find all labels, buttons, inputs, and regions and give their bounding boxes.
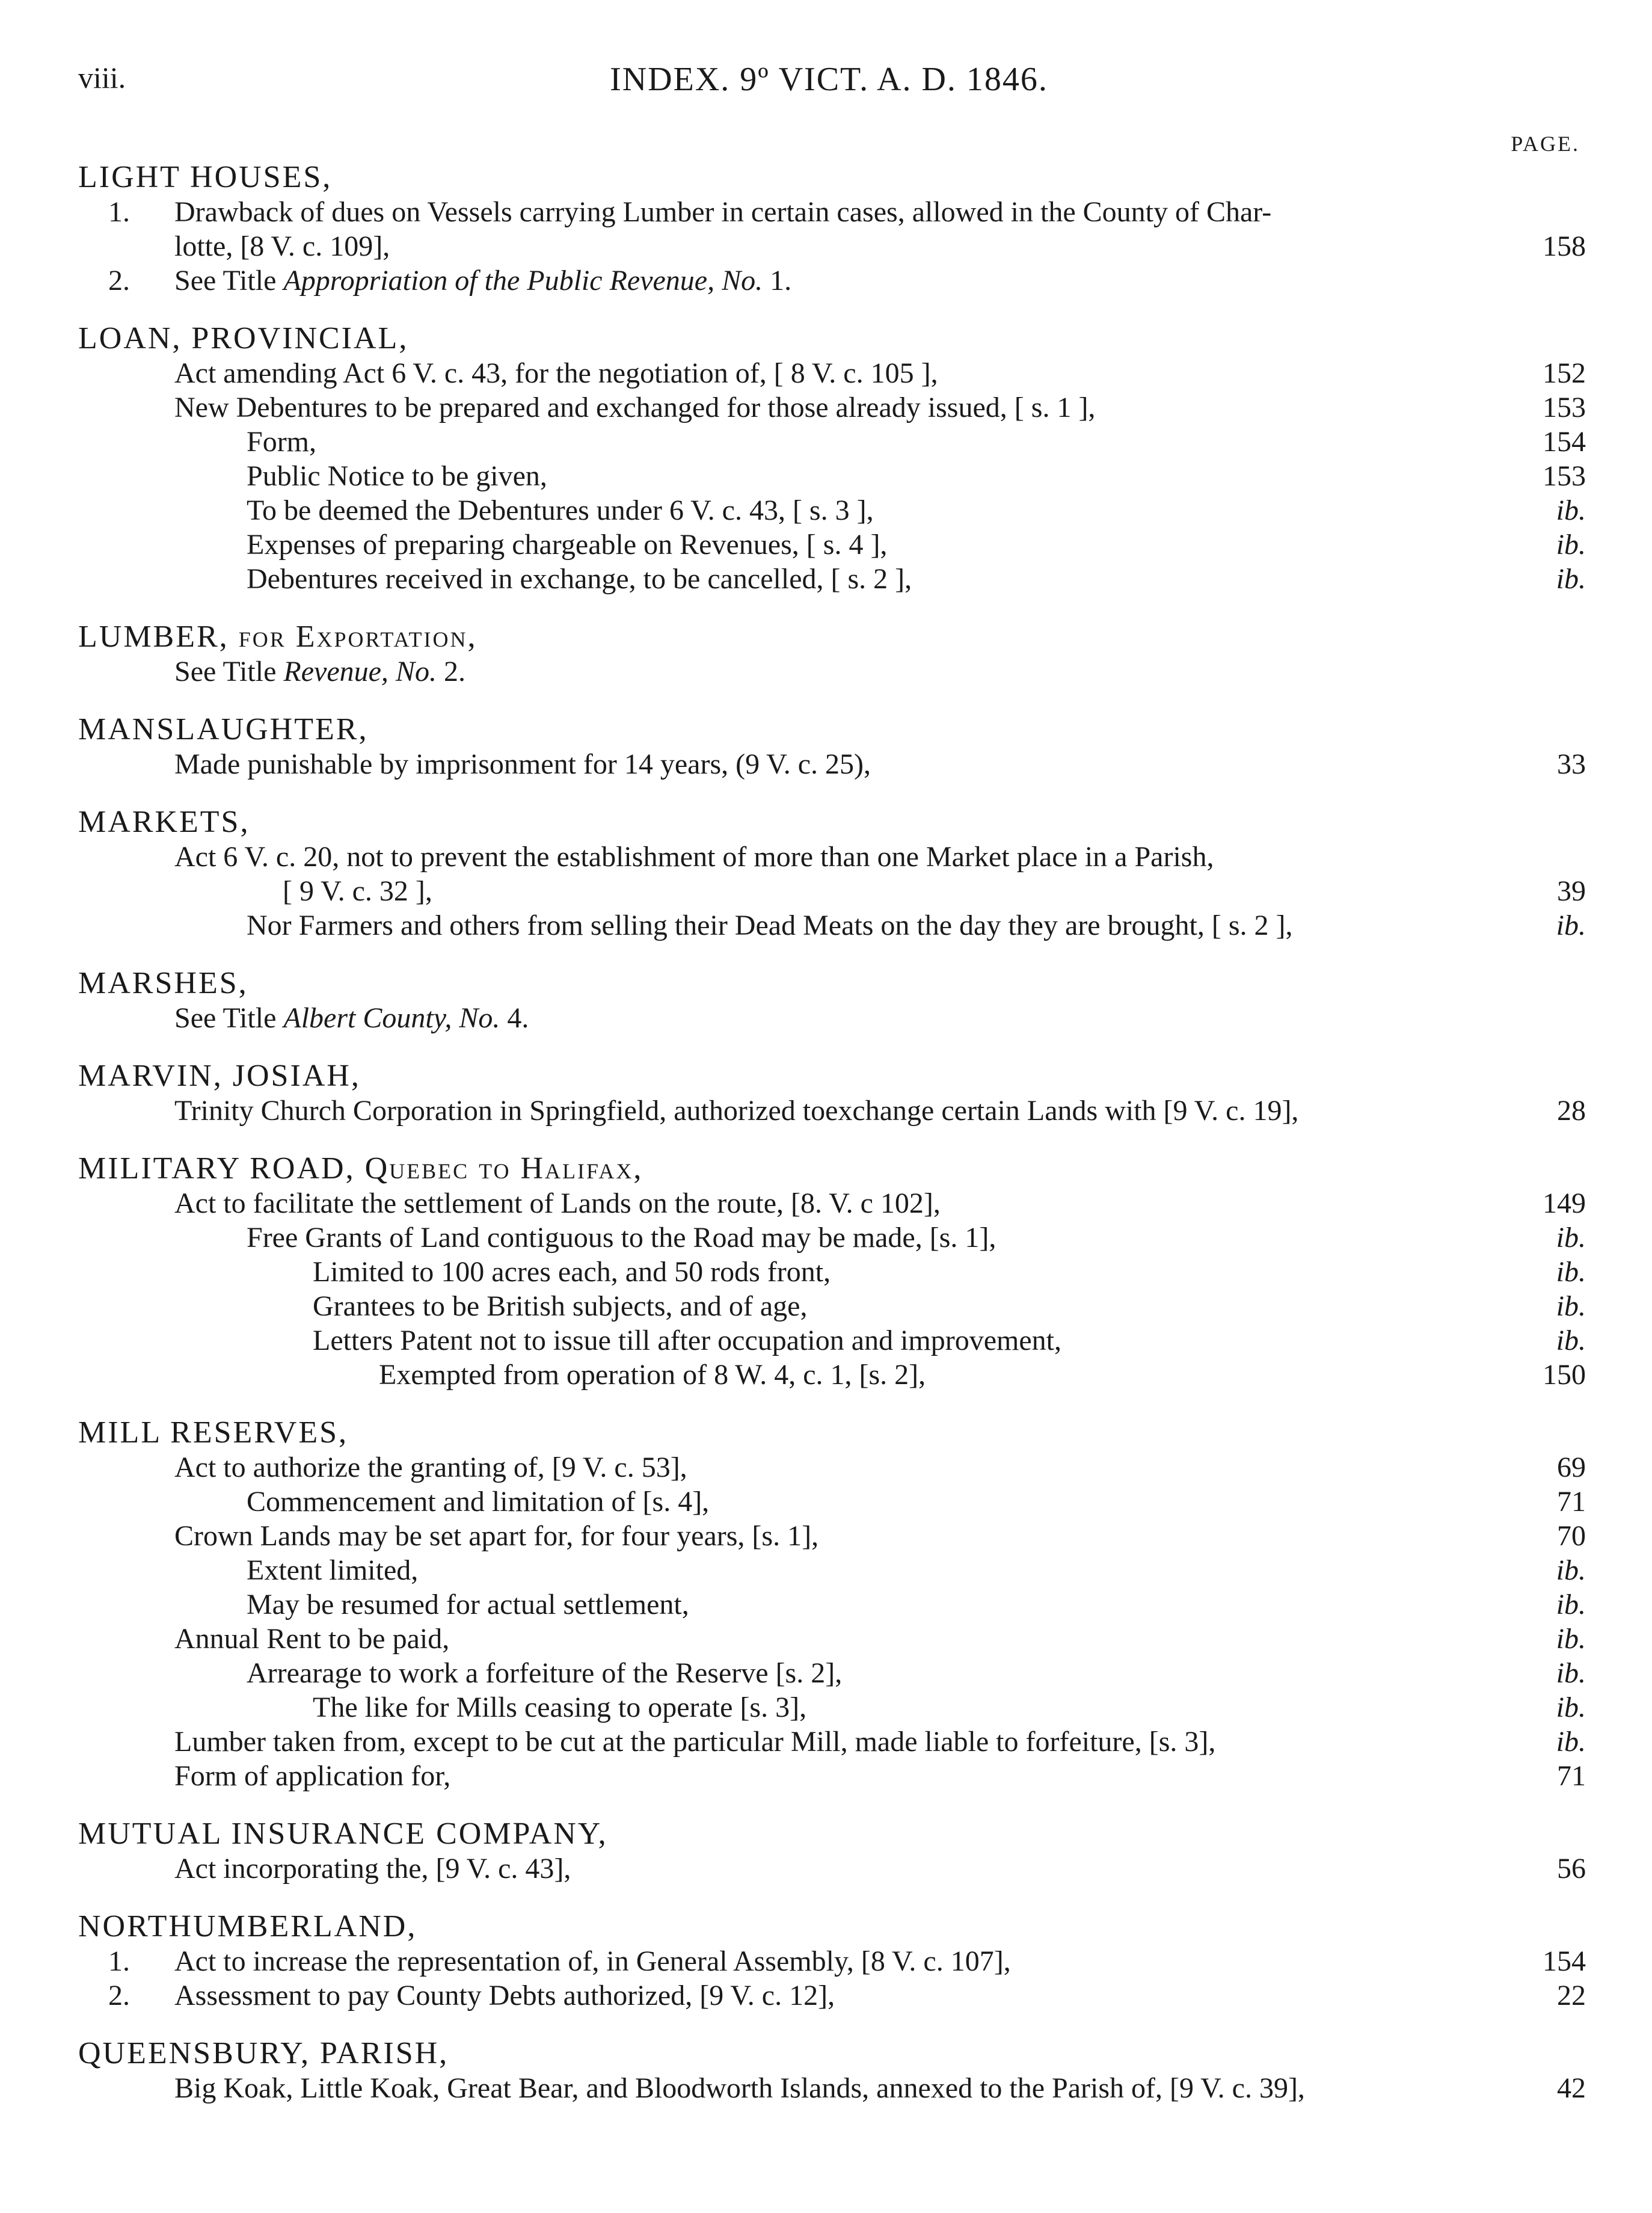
- index-section-loan-provincial: [78, 321, 1586, 596]
- entry-page: ib.: [1556, 1623, 1586, 1655]
- entry-text: Form,: [247, 426, 317, 458]
- entry-text: Limited to 100 acres each, and 50 rods front,: [313, 1256, 831, 1288]
- index-heading: MARVIN, JOSIAH,: [78, 1059, 361, 1093]
- entry-text: Grantees to be British subjects, and of age,: [313, 1290, 808, 1322]
- index-entry: [78, 1978, 1586, 2013]
- entry-page: 153: [1543, 392, 1586, 423]
- running-title: INDEX. 9º VICT. A. D. 1846.: [610, 61, 1048, 98]
- index-section-manslaughter: [78, 712, 1586, 781]
- entry-text: Debentures received in exchange, to be cancelled, [ s. 2 ],: [247, 563, 912, 595]
- entry-text: Act incorporating the, [9 V. c. 43],: [174, 1853, 571, 1885]
- index-entry: [78, 195, 1586, 229]
- entry-text: May be resumed for actual settlement,: [247, 1589, 689, 1621]
- heading-main: MILITARY ROAD,: [78, 1151, 355, 1186]
- entry-text: See Title: [174, 1002, 284, 1034]
- entry-page: ib.: [1556, 910, 1586, 941]
- index-entry: [78, 840, 1586, 874]
- entry-title-reference: Revenue, No.: [283, 656, 437, 688]
- index-entry: [78, 654, 1586, 689]
- index-entry: [78, 1519, 1586, 1553]
- index-entry: [78, 747, 1586, 781]
- entry-page: 56: [1557, 1853, 1586, 1885]
- entry-page: 154: [1543, 1945, 1586, 1977]
- entry-text: Lumber taken from, except to be cut at the particular Mill, made liable to forfeiture, [s. 3],: [174, 1726, 1216, 1758]
- index-heading: [78, 620, 1586, 654]
- entry-text: Exempted from operation of 8 W. 4, c. 1, [s. 2],: [379, 1359, 926, 1391]
- heading-main: LUMBER,: [78, 620, 229, 654]
- entry-page: ib.: [1556, 1657, 1586, 1689]
- entry-page: ib.: [1556, 1554, 1586, 1586]
- entry-page: 69: [1557, 1451, 1586, 1483]
- entry-page: ib.: [1556, 1325, 1586, 1356]
- entry-text: Arrearage to work a forfeiture of the Reserve [s. 2],: [247, 1657, 843, 1689]
- index-entry: [78, 1587, 1586, 1622]
- index-entry: [78, 1485, 1586, 1519]
- index-entry: [78, 1450, 1586, 1485]
- index-entry: [78, 908, 1586, 943]
- index-section-markets: [78, 805, 1586, 943]
- entry-page: 70: [1557, 1520, 1586, 1552]
- index-section-mill-reserves: [78, 1415, 1586, 1793]
- entry-text: Made punishable by imprisonment for 14 years, (9 V. c. 25),: [174, 748, 871, 780]
- entry-text: Form of application for,: [174, 1760, 451, 1792]
- index-entry: [78, 1553, 1586, 1587]
- entry-text: To be deemed the Debentures under 6 V. c. 43, [ s. 3 ],: [247, 494, 874, 526]
- entry-text: New Debentures to be prepared and exchanged for those already issued, [ s. 1 ],: [174, 392, 1096, 423]
- index-entry: [78, 1220, 1586, 1255]
- entry-text: Nor Farmers and others from selling their Dead Meats on the day they are brought, [ s. 2 ],: [247, 910, 1293, 941]
- entry-page: ib.: [1556, 494, 1586, 526]
- index-heading: MARKETS,: [78, 805, 250, 839]
- index-entry: [78, 1186, 1586, 1220]
- entry-title-reference: Appropriation of the Public Revenue, No.: [283, 265, 763, 297]
- entry-number: 2.: [108, 265, 130, 297]
- entry-page: 149: [1543, 1187, 1586, 1219]
- entry-text: Letters Patent not to issue till after occupation and improvement,: [313, 1325, 1061, 1356]
- index-heading: NORTHUMBERLAND,: [78, 1909, 417, 1944]
- entry-text: Assessment to pay County Debts authorized, [9 V. c. 12],: [174, 1980, 835, 2011]
- index-entry: [78, 1001, 1586, 1035]
- index-entry: [78, 263, 1586, 298]
- index-entry: [78, 1944, 1586, 1978]
- heading-small-caps: Quebec to Halifax,: [364, 1151, 643, 1186]
- entry-text: Expenses of preparing chargeable on Revenues, [ s. 4 ],: [247, 529, 888, 561]
- index-entry: [78, 1323, 1586, 1358]
- index-entry: [78, 1725, 1586, 1759]
- entry-page: 150: [1543, 1359, 1586, 1391]
- entry-page: 42: [1557, 2072, 1586, 2104]
- index-heading: LIGHT HOUSES,: [78, 160, 333, 194]
- entry-page: 71: [1557, 1760, 1586, 1792]
- index-section-light-houses: [78, 160, 1586, 298]
- index-heading: [78, 1151, 1586, 1186]
- entry-page: ib.: [1556, 1256, 1586, 1288]
- index-entry: [78, 1759, 1586, 1793]
- entry-text: Big Koak, Little Koak, Great Bear, and Bloodworth Islands, annexed to the Parish of, [9 V. c. 39],: [174, 2072, 1305, 2104]
- entry-text: See Title: [174, 265, 284, 297]
- entry-page: 22: [1557, 1980, 1586, 2011]
- index-entry: [78, 1358, 1586, 1392]
- page-header: [78, 60, 1580, 108]
- entry-number: 1.: [108, 1945, 130, 1977]
- entry-text: Act to authorize the granting of, [9 V. c. 53],: [174, 1451, 687, 1483]
- index-section-mutual-insurance-company: [78, 1817, 1586, 1886]
- entry-page: 153: [1543, 460, 1586, 492]
- entry-text: Free Grants of Land contiguous to the Road may be made, [s. 1],: [247, 1222, 996, 1254]
- entry-text: Commencement and limitation of [s. 4],: [247, 1486, 710, 1518]
- entry-number: 2.: [108, 1980, 130, 2011]
- index-entry: [78, 1690, 1586, 1725]
- entry-page: 28: [1557, 1095, 1586, 1127]
- entry-text: Annual Rent to be paid,: [174, 1623, 450, 1655]
- index-entry: [78, 528, 1586, 562]
- entry-text: See Title: [174, 656, 284, 688]
- index-entry: [78, 1255, 1586, 1289]
- index-section-marvin-josiah: [78, 1059, 1586, 1128]
- index-heading: QUEENSBURY, PARISH,: [78, 2036, 449, 2070]
- entry-number: 1.: [108, 196, 130, 228]
- folio-number: viii.: [78, 61, 126, 94]
- index-content: [78, 160, 1586, 2129]
- entry-page: ib.: [1556, 529, 1586, 561]
- entry-text: [ 9 V. c. 32 ],: [283, 875, 432, 907]
- entry-page: 154: [1543, 426, 1586, 458]
- index-heading: LOAN, PROVINCIAL,: [78, 321, 409, 355]
- entry-page: ib.: [1556, 1222, 1586, 1254]
- index-section-military-road: [78, 1151, 1586, 1392]
- index-entry: [78, 356, 1586, 390]
- entry-page: 33: [1557, 748, 1586, 780]
- index-heading: MANSLAUGHTER,: [78, 712, 369, 746]
- entry-text: 2.: [436, 656, 465, 688]
- index-heading: MARSHES,: [78, 966, 248, 1000]
- entry-text: 4.: [500, 1002, 529, 1034]
- entry-text: The like for Mills ceasing to operate [s. 3],: [313, 1691, 807, 1723]
- heading-small-caps: for Exportation,: [238, 620, 477, 654]
- index-entry: [78, 1851, 1586, 1886]
- index-heading: MUTUAL INSURANCE COMPANY,: [78, 1817, 608, 1851]
- page-column-label: PAGE.: [1511, 132, 1580, 156]
- entry-page: 158: [1543, 230, 1586, 262]
- entry-text: lotte, [8 V. c. 109],: [174, 230, 390, 262]
- index-section-marshes: [78, 966, 1586, 1035]
- index-entry: [78, 459, 1586, 493]
- index-entry: [78, 1289, 1586, 1323]
- entry-page: 39: [1557, 875, 1586, 907]
- index-entry: [78, 562, 1586, 596]
- entry-text: 1.: [763, 265, 792, 297]
- entry-page: ib.: [1556, 1589, 1586, 1621]
- entry-text: Act amending Act 6 V. c. 43, for the negotiation of, [ 8 V. c. 105 ],: [174, 357, 938, 389]
- index-entry: [78, 1094, 1586, 1128]
- index-entry: [78, 229, 1586, 263]
- index-section-northumberland: [78, 1909, 1586, 2013]
- entry-page: 152: [1543, 357, 1586, 389]
- entry-text: Drawback of dues on Vessels carrying Lumber in certain cases, allowed in the County of Char-: [174, 196, 1272, 228]
- entry-page: ib.: [1556, 1691, 1586, 1723]
- index-entry: [78, 425, 1586, 459]
- index-entry: [78, 2071, 1586, 2105]
- entry-text: Crown Lands may be set apart for, for four years, [s. 1],: [174, 1520, 819, 1552]
- entry-page: 71: [1557, 1486, 1586, 1518]
- entry-text: Public Notice to be given,: [247, 460, 547, 492]
- entry-text: Extent limited,: [247, 1554, 419, 1586]
- index-entry: [78, 493, 1586, 528]
- entry-page: ib.: [1556, 1290, 1586, 1322]
- entry-page: ib.: [1556, 563, 1586, 595]
- index-section-lumber: [78, 620, 1586, 689]
- entry-title-reference: Albert County, No.: [283, 1002, 500, 1034]
- index-section-queensbury-parish: [78, 2036, 1586, 2105]
- entry-page: ib.: [1556, 1726, 1586, 1758]
- index-entry: [78, 874, 1586, 908]
- index-entry: [78, 1656, 1586, 1690]
- index-entry: [78, 1622, 1586, 1656]
- entry-text: Act to facilitate the settlement of Lands on the route, [8. V. c 102],: [174, 1187, 941, 1219]
- index-heading: MILL RESERVES,: [78, 1415, 349, 1450]
- entry-text: Act to increase the representation of, in General Assembly, [8 V. c. 107],: [174, 1945, 1011, 1977]
- entry-text: Act 6 V. c. 20, not to prevent the establishment of more than one Market place in a Parish,: [174, 841, 1214, 873]
- index-entry: [78, 390, 1586, 425]
- entry-text: Trinity Church Corporation in Springfield, authorized toexchange certain Lands with [9 V. c. 19],: [174, 1095, 1299, 1127]
